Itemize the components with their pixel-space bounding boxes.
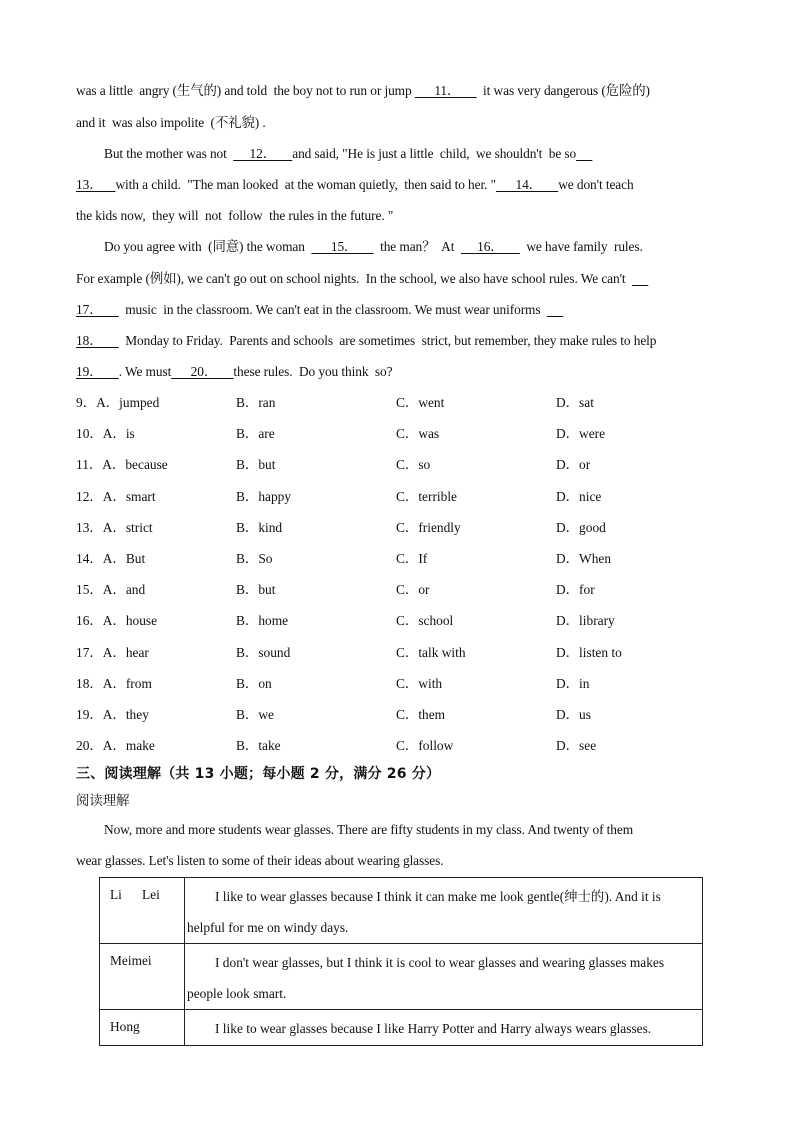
option-c: C．them [396,707,446,722]
student-name: Meimei [100,944,185,1010]
option-a [76,705,149,725]
option-d: D．When [556,551,612,566]
reading-intro-line: wear glasses. Let's listen to some of their ideas about wearing glasses. [76,853,444,868]
passage-text: we don't teach [558,177,634,192]
passage-text: Do you agree with (同意) the woman [104,239,312,254]
option-c: C．friendly [396,519,461,535]
question-number: 10． [76,426,103,442]
option-a [76,580,145,600]
passage-text: the kids now, they will not follow the rules in the future. " [76,208,394,223]
passage-line [76,113,716,133]
option-c: C．school [396,613,454,629]
option-a-text: A．and [102,582,146,598]
question-row [76,424,716,444]
option-a-text: A．because [102,457,168,473]
passage-line [76,331,716,351]
option-a [76,518,153,538]
option-d: D．listen to [556,644,622,660]
student-name: Hong [100,1010,185,1046]
question-row [76,705,716,725]
option-a [76,736,155,756]
option-a-text: A．But [102,551,146,566]
passage-line [76,206,716,226]
passage-text: and said, "He is just a little child, we shouldn't be so [292,146,577,161]
section-subtitle: 阅读理解 [76,794,130,809]
passage-line [104,237,716,257]
option-c: C．with [396,675,443,691]
question-row [76,393,716,413]
option-c: C．talk with [396,644,466,660]
option-d: D．us [556,707,591,722]
passage-line [76,81,716,101]
table-row [100,878,703,944]
option-b: B．but [236,457,276,473]
option-b: B．kind [236,519,283,535]
table-row [100,944,703,1010]
answer-blank: 18． [76,333,119,348]
answer-blank: 14． [495,177,559,192]
option-c: C．was [396,426,440,442]
option-d: D．see [556,738,597,754]
passage-text: music in the classroom. We can't eat in the classroom. We must wear uniforms [118,302,547,317]
passage-text: But the mother was not [104,146,234,161]
student-idea: I like to wear glasses because I think it can make me look gentle(绅士的). And it is helpful for me on windy days. [187,889,661,935]
option-a-text: A．hear [102,644,149,660]
question-number: 17． [76,644,103,660]
answer-blank: 12． [233,146,293,161]
question-number: 9． [76,395,97,410]
option-b: B．So [236,551,273,566]
passage-line [76,269,716,289]
option-b: B．home [236,613,289,629]
answer-blank: 13． [76,177,116,192]
option-a [76,643,149,663]
option-a-text: A．they [102,707,149,722]
student-name: Li Lei [100,878,185,944]
passage-text: the man？ At [373,239,461,254]
option-d: D．for [556,582,595,598]
passage-text: we have family rules. [519,239,643,254]
option-a [76,674,152,694]
option-d: D．were [556,426,606,442]
option-a [76,549,145,569]
answer-blank: 11． [414,83,477,98]
option-a [76,393,159,413]
question-number: 19． [76,707,103,722]
option-b: B．take [236,738,281,754]
passage-line [76,300,716,320]
answer-blank: 19． [76,364,119,379]
passage-text: with a child. "The man looked at the woman quietly, then said to her. " [115,177,496,192]
option-d: D．nice [556,488,602,504]
option-a-text: A．make [102,738,155,754]
option-c: C．If [396,551,428,566]
question-number: 16． [76,613,103,629]
passage-line [76,175,716,195]
option-a [76,455,168,475]
option-a-text: A．house [102,613,158,629]
question-number: 13． [76,519,103,535]
option-b: B．sound [236,644,291,660]
question-row [76,611,716,631]
question-number: 11． [76,457,103,473]
option-c: C．went [396,395,445,410]
option-d: D．library [556,613,615,629]
question-row [76,643,716,663]
answer-blank: 20． [171,364,234,379]
question-number: 14． [76,551,103,566]
answer-blank: 16． [460,239,520,254]
option-c: C．or [396,582,430,598]
option-a [76,487,156,507]
option-b: B．ran [236,395,276,410]
option-d: D．in [556,675,590,691]
option-a-text: A．jumped [96,395,160,410]
passage-text: these rules. Do you think so? [233,364,393,379]
question-row [76,736,716,756]
passage-text: it was very dangerous (危险的) [476,83,650,98]
option-a [76,611,157,631]
option-b: B．but [236,582,276,598]
option-a-text: A．strict [102,519,153,535]
question-row [76,580,716,600]
answer-blank [632,271,648,286]
reading-intro-line: Now, more and more students wear glasses. There are fifty students in my class. And twenty of them [104,822,634,837]
passage-line [104,144,716,164]
question-number: 20． [76,738,103,754]
passage-text: and it was also impolite (不礼貌) . [76,115,266,130]
passage-text: . We must [118,364,172,379]
question-row [76,518,716,538]
answer-blank: 15． [311,239,374,254]
option-d: D．good [556,519,606,535]
option-b: B．happy [236,488,292,504]
option-a-text: A．is [102,426,135,442]
question-row [76,487,716,507]
question-row [76,549,716,569]
option-a-text: A．from [102,675,152,691]
option-a-text: A．smart [102,488,156,504]
option-a [76,424,135,444]
table-row [100,1010,703,1046]
option-b: B．are [236,426,275,442]
question-row [76,455,716,475]
ideas-table [99,877,703,1046]
option-c: C．so [396,457,431,473]
question-number: 12． [76,488,103,504]
question-row [76,674,716,694]
section-title: 三、阅读理解（共 13 小题；每小题 2 分，满分 26 分） [76,766,441,782]
student-idea: I like to wear glasses because I like Harry Potter and Harry always wears glasses. [215,1021,652,1036]
answer-blank [576,146,592,161]
option-d: D．sat [556,395,594,410]
passage-line [76,362,716,382]
passage-text: was a little angry (生气的) and told the boy not to run or jump [76,83,415,98]
answer-blank: 17． [76,302,119,317]
option-d: D．or [556,457,591,473]
passage-text: Monday to Friday. Parents and schools are sometimes strict, but remember, they make rules to help [118,333,657,348]
option-b: B．we [236,707,274,722]
passage-text: For example (例如), we can't go out on school nights. In the school, we also have school rules. We can't [76,271,633,286]
option-c: C．terrible [396,488,457,504]
option-b: B．on [236,675,272,691]
question-number: 15． [76,582,103,598]
student-idea: I don't wear glasses, but I think it is cool to wear glasses and wearing glasses makes people look smart. [187,955,665,1001]
question-number: 18． [76,675,103,691]
answer-blank [547,302,563,317]
option-c: C．follow [396,738,454,754]
